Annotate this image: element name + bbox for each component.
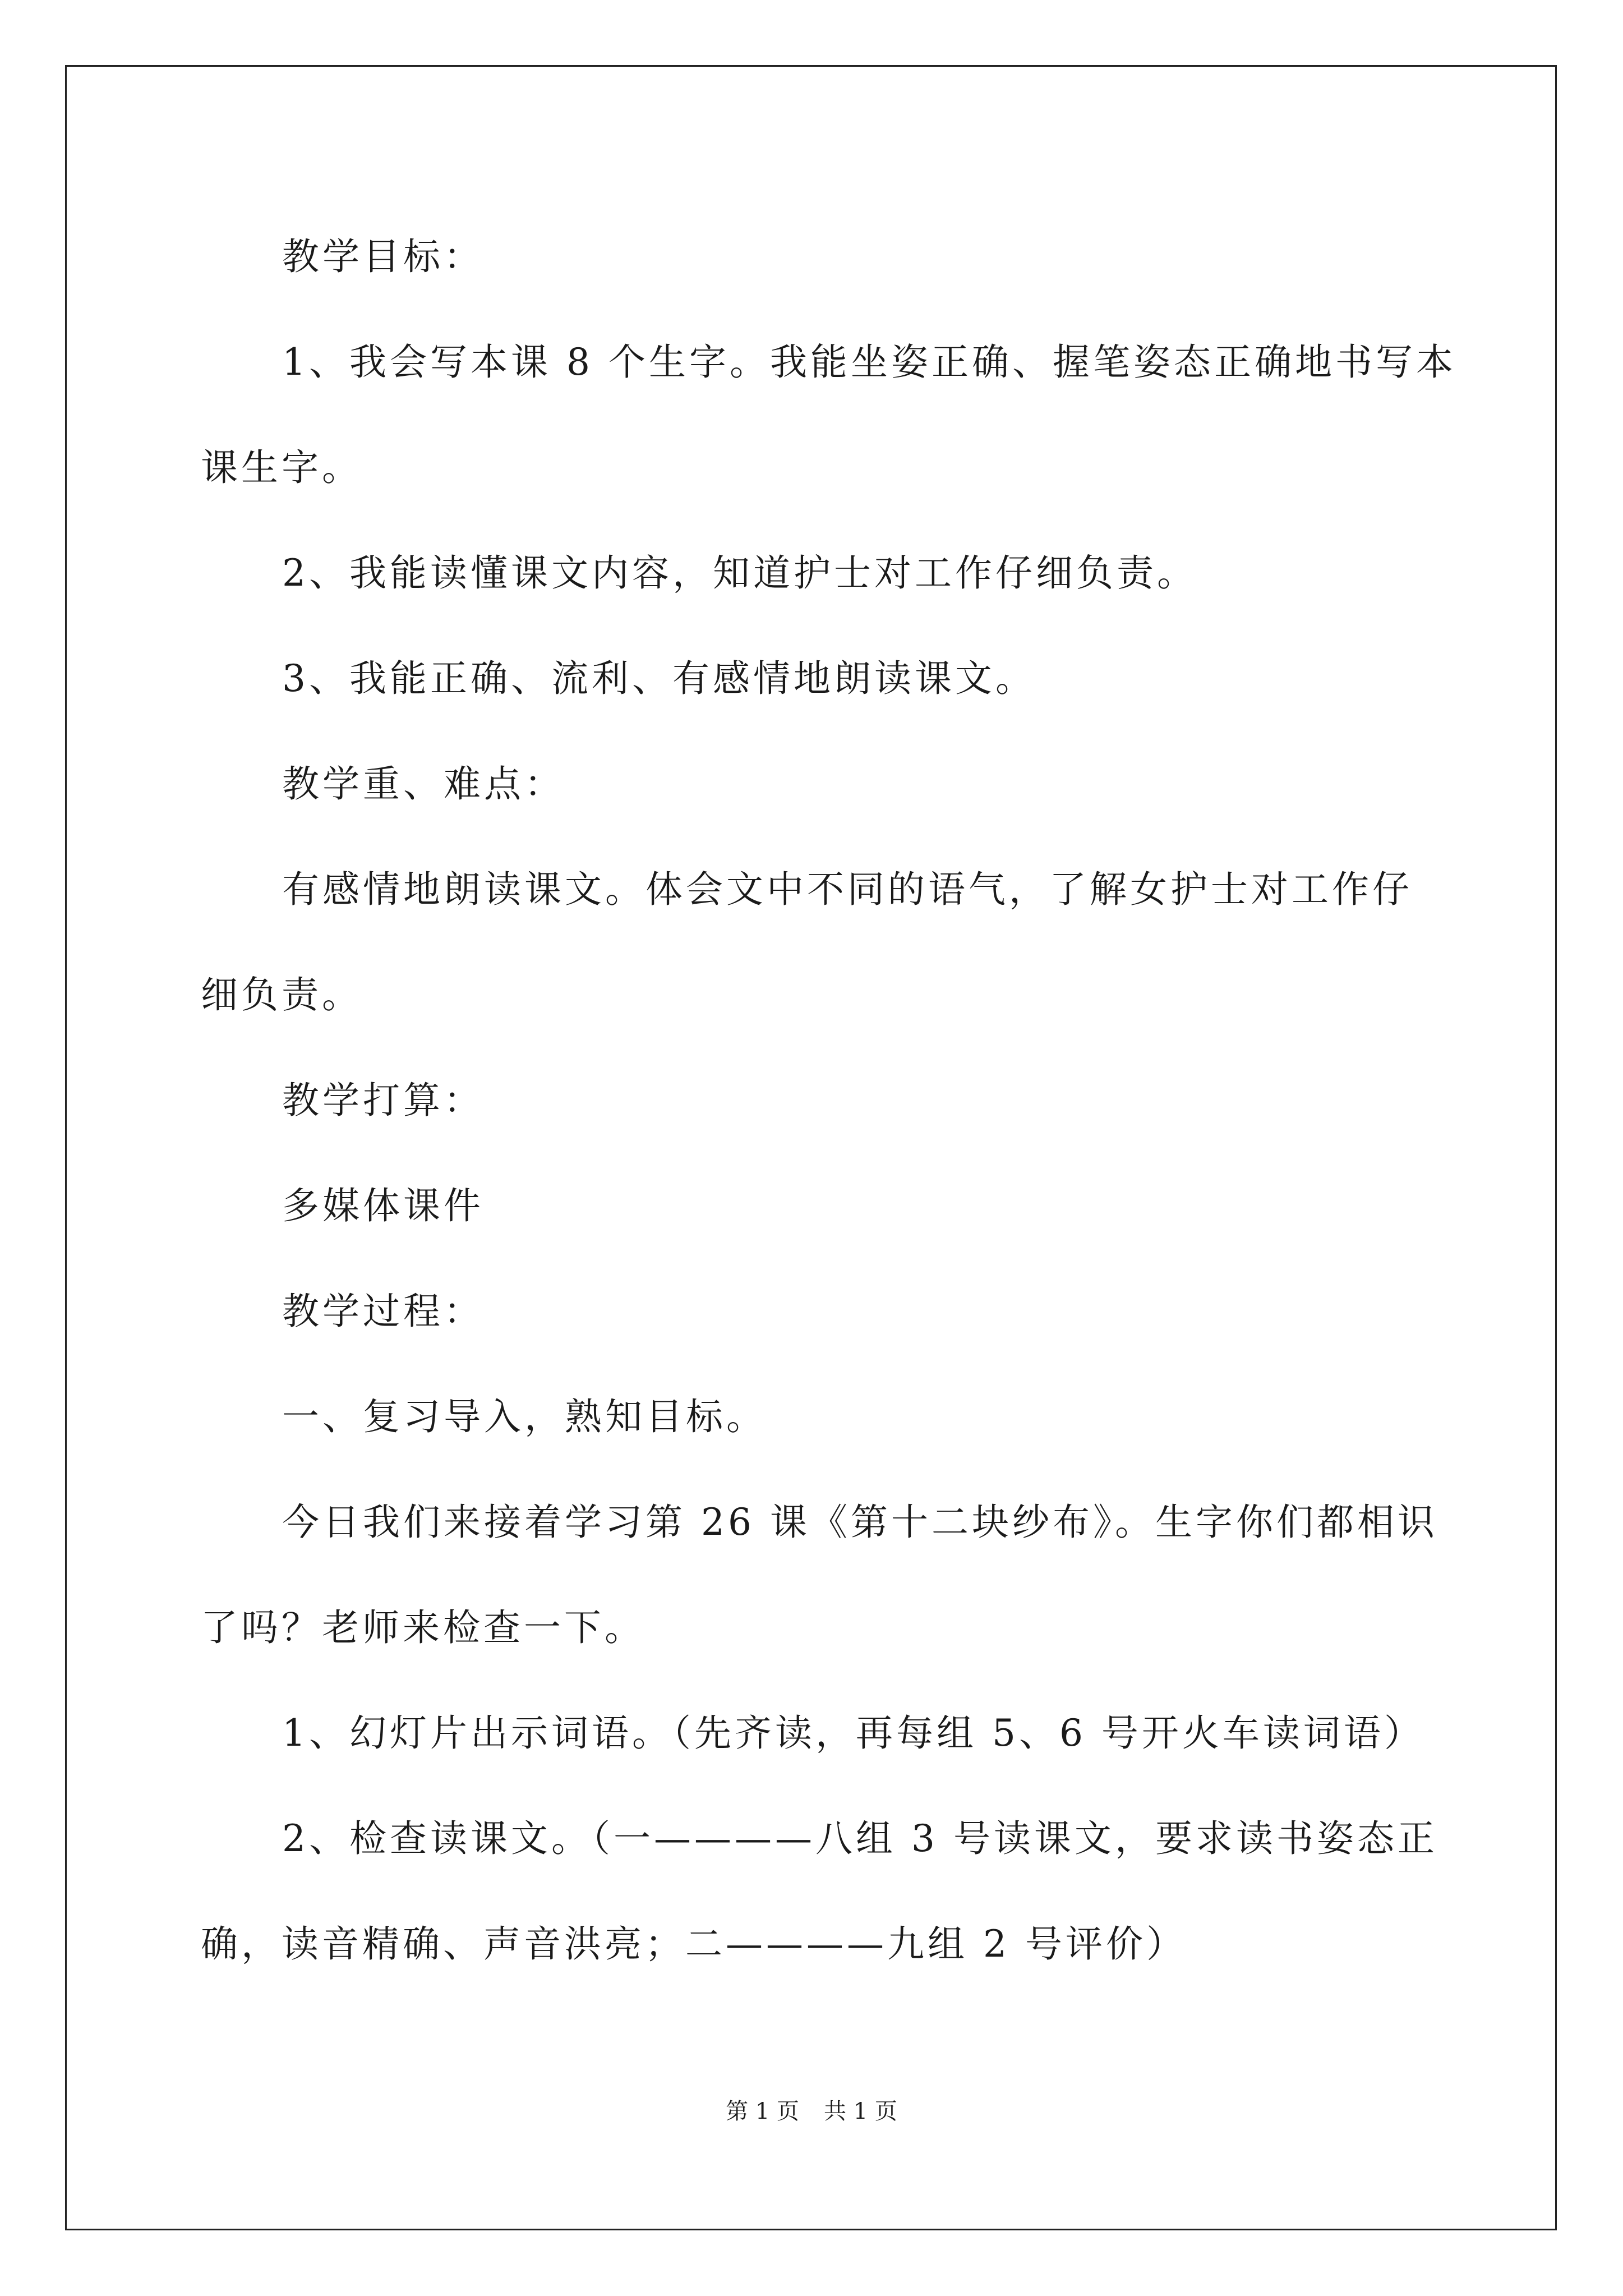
heading-process: 教学过程：: [282, 1290, 484, 1333]
paragraph-line: 了吗？老师来检查一下。: [201, 1606, 645, 1649]
heading-key-points: 教学重、难点：: [282, 762, 565, 806]
page-footer: [0, 2095, 1623, 2128]
paragraph-line: 1、我会写本课 8 个生字。我能坐姿正确、握笔姿态正确地书写本: [282, 341, 1456, 384]
paragraph-line: 确，读音精确、声音洪亮；二————九组 2 号评价）: [201, 1922, 1187, 1966]
paragraph-line: 2、检查读课文。（一————八组 3 号读课文，要求读书姿态正: [282, 1817, 1438, 1860]
paragraph-line: 细负责。: [201, 973, 362, 1016]
paragraph-line: 多媒体课件: [282, 1184, 484, 1227]
heading-goals: 教学目标：: [282, 235, 484, 278]
heading-preparation: 教学打算：: [282, 1079, 484, 1122]
paragraph-line: 1、幻灯片出示词语。（先齐读，再每组 5、6 号开火车读词语）: [282, 1711, 1424, 1755]
paragraph-line: 课生字。: [201, 446, 362, 489]
page-number: 第 1 页: [726, 2099, 799, 2124]
paragraph-line: 今日我们来接着学习第 26 课《第十二块纱布》。生字你们都相识: [282, 1501, 1438, 1544]
paragraph-line: 2、我能读懂课文内容，知道护士对工作仔细负责。: [282, 551, 1197, 595]
page-border: [65, 65, 1557, 2230]
paragraph-line: 3、我能正确、流利、有感情地朗读课文。: [282, 657, 1036, 700]
paragraph-line: 一、复习导入，熟知目标。: [282, 1395, 767, 1438]
paragraph-line: 有感情地朗读课文。体会文中不同的语气，了解女护士对工作仔: [282, 868, 1413, 911]
page-total: 共 1 页: [824, 2099, 897, 2124]
